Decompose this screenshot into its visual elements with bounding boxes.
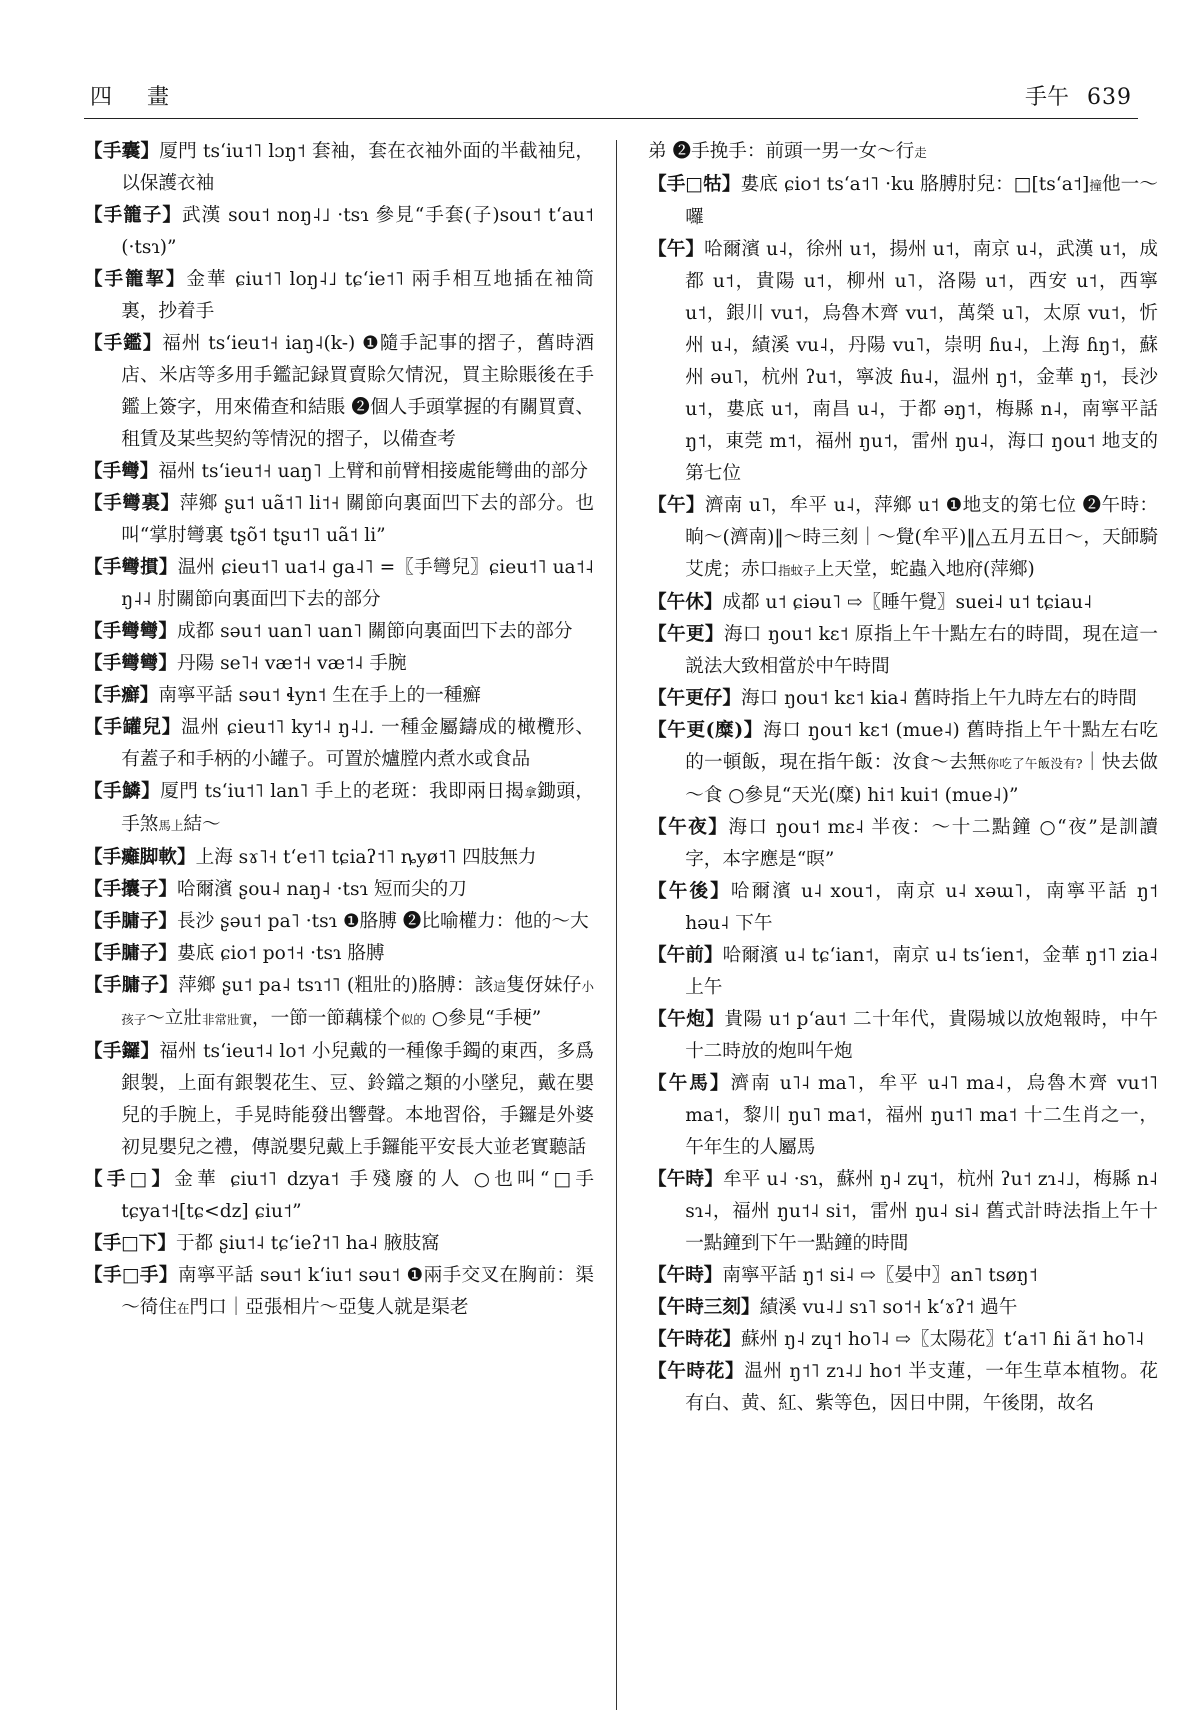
entry-headword: 【手癬】 bbox=[84, 685, 159, 706]
dictionary-entry bbox=[648, 876, 1158, 940]
entry-headword: 【午休】 bbox=[648, 592, 723, 613]
dictionary-entry bbox=[648, 1324, 1158, 1356]
entry-definition: 海口 ŋou˦ mɛ˨ 半夜：～十二點鐘 ○“夜”是訓讀字，本字應是“暝” bbox=[685, 817, 1158, 870]
entry-gloss-note: 似的 bbox=[400, 1012, 426, 1027]
entry-definition: 福州 tsʻieu˦˧ uaŋ˥ 上臂和前臂相接處能彎曲的部分 bbox=[158, 461, 589, 482]
entry-definition: 弟 ❷手挽手：前頭一男一女～行 bbox=[648, 141, 915, 162]
entry-headword: 【午時花】 bbox=[648, 1361, 745, 1382]
dictionary-entry bbox=[84, 552, 594, 616]
dictionary-entry bbox=[648, 234, 1158, 490]
entry-definition: 厦門 tsʻiu˦˥ lɔŋ˦ 套袖，套在衣袖外面的半截袖兒，以保護衣袖 bbox=[121, 141, 594, 194]
dictionary-entry bbox=[84, 328, 594, 456]
entry-headword: 【手彎裏】 bbox=[84, 493, 180, 514]
dictionary-entry bbox=[84, 1228, 594, 1260]
dictionary-entry bbox=[648, 1260, 1158, 1292]
entry-headword: 【手囊】 bbox=[84, 141, 160, 162]
entry-gloss-note: 在 bbox=[176, 1301, 190, 1316]
entry-definition: 南寧平話 səu˦ kʻiu˦ səu˦ ❶兩手交叉在胸前：渠～徛住 bbox=[121, 1265, 594, 1318]
dictionary-entry bbox=[84, 938, 594, 970]
right-column bbox=[648, 136, 1158, 1716]
entry-definition: 海口 ŋou˦ kɛ˦ kia˨ 舊時指上午九時左右的時間 bbox=[740, 688, 1137, 709]
entry-definition: 哈爾濱 ʂou˨ naŋ˨ ·tsɿ 短而尖的刀 bbox=[176, 879, 467, 900]
dictionary-entry bbox=[84, 648, 594, 680]
column-divider bbox=[616, 140, 617, 1710]
entry-gloss-note: 走 bbox=[914, 145, 927, 160]
entry-definition: 哈爾濱 u˨ xou˦，南京 u˨ xəɯ˥，南寧平話 ŋ˦ həu˨ 下午 bbox=[685, 881, 1158, 934]
entry-definition: 貴陽 u˦ pʻau˦ 二十年代，貴陽城以放炮報時，中午十二時放的炮叫午炮 bbox=[685, 1009, 1158, 1062]
entry-gloss-note: 撞 bbox=[1089, 178, 1102, 193]
dictionary-entry bbox=[84, 616, 594, 648]
dictionary-entry bbox=[648, 1356, 1158, 1420]
entry-definition: 福州 tsʻieu˦˧ iaŋ˨(k-) ❶隨手記事的摺子，舊時酒店、米店等多用手鑑記録買賣賒欠情況，買主賒賬後在手鑑上簽字，用來備查和結賬 ❷個人手頭掌握的有關買賣、租賃及某些契約等情況的摺子，以備查考 bbox=[121, 333, 594, 450]
entry-definition: 成都 u˦ ɕiəu˥ ⇨〖睡午覺〗suei˨ u˦ tɕiau˨ bbox=[722, 592, 1093, 613]
dictionary-entry bbox=[648, 1004, 1158, 1068]
left-column bbox=[84, 136, 594, 1716]
entry-gloss-note: 指蚊子 bbox=[778, 563, 816, 578]
entry-gloss-note: 非常壯實 bbox=[202, 1012, 253, 1027]
entry-gloss-note: 小孩子 bbox=[121, 979, 594, 1027]
entry-headword: 【手彎】 bbox=[84, 461, 159, 482]
dictionary-entry bbox=[84, 712, 594, 776]
entry-definition: 福州 tsʻieu˦˨ lo˦ 小兒戴的一種像手鐲的東西，多爲銀製，上面有銀製花生、豆、鈴鐺之類的小墜兒，戴在嬰兒的手腕上，手晃時能發出響聲。本地習俗，手鑼是外婆初見嬰兒之禮，傳説嬰兒戴上手鑼能平安長大並老實聽話 bbox=[121, 1041, 594, 1158]
dictionary-entry bbox=[648, 136, 1158, 169]
entry-definition: 濟南 u˥，牟平 u˨，萍鄉 u˦ ❶地支的第七位 ❷午時：晌～(濟南)‖～時三刻｜～覺(牟平)‖△五月五日～，天師騎艾虎；赤口 bbox=[685, 495, 1158, 580]
page-header bbox=[84, 78, 1138, 119]
dictionary-entry bbox=[648, 619, 1158, 683]
dictionary-entry bbox=[84, 488, 594, 552]
entry-gloss-note: 馬上 bbox=[158, 818, 184, 833]
entry-definition: 哈爾濱 u˨ tɕʻian˦，南京 u˨ tsʻien˦，金華 ŋ˦˥ zia˨ 上午 bbox=[685, 945, 1158, 998]
entry-headword: 【手鱗】 bbox=[84, 781, 161, 802]
entry-definition: 南寧平話 ŋ˦ si˨ ⇨〖晏中〗an˥ tsøŋ˦ bbox=[722, 1265, 1038, 1286]
entry-definition: 丹陽 se˥˧ væ˦˧ væ˦˨ 手腕 bbox=[176, 653, 407, 674]
entry-definition: ○參見“手梗” bbox=[425, 1008, 542, 1029]
dictionary-entry bbox=[84, 200, 594, 264]
entry-headword: 【手罐兒】 bbox=[84, 717, 182, 738]
entry-definition: 哈爾濱 u˨，徐州 u˦，揚州 u˦，南京 u˨，武漢 u˦，成都 u˦，貴陽 u˦，柳州 u˥，洛陽 u˦，西安 u˦，西寧 u˦，銀川 vu˦，烏魯木齊 vu˦，萬榮 u˥，太原 vu˦，忻州 u˨，績溪 vu˨，丹陽 vu˥，崇明 ɦu˨，上海 ɦŋ˦，蘇州 əu˥，杭州 ʔu˦，寧波 ɦu˨，温州 ŋ˦，金華 ŋ˦，長沙 u˦，婁底 u˦，南昌 u˨，于都 əŋ˦，梅縣 n˨，南寧平話 ŋ˦，東莞 m˦，福州 ŋu˦，雷州 ŋu˨，海口 ŋou˦ 地支的第七位 bbox=[685, 239, 1158, 484]
dictionary-entry bbox=[648, 169, 1158, 234]
entry-definition: 門口｜亞張相片～亞隻人就是渠老 bbox=[189, 1297, 469, 1318]
entry-definition: 結～ bbox=[183, 814, 221, 835]
entry-headword: 【手□】 bbox=[84, 1169, 175, 1190]
entry-definition: 海口 ŋou˦ kɛ˦ (mue˨) 舊時指上午十點左右吃的一頓飯，現在指午飯：汝食～去無 bbox=[685, 720, 1158, 773]
entry-definition: 温州 ɕieu˦˥ ua˦˨ ga˨˥ =〖手彎兒〗ɕieu˦˥ ua˦˨ ŋ˨˨ 肘關節向裏面凹下去的部分 bbox=[121, 557, 594, 610]
entry-definition: 蘇州 ŋ˨ zɥ˦ ho˥˨ ⇨〖太陽花〗tʻa˦˥ ɦi ã˦ ho˥˨ bbox=[740, 1329, 1145, 1350]
dictionary-entry bbox=[84, 1164, 594, 1228]
entry-definition: 于都 ʂiu˦˨ tɕʻieʔ˦˥ ha˨ 腋肢窩 bbox=[175, 1233, 440, 1254]
entry-definition: 績溪 vu˨˩ sɿ˥ so˦˧ kʻɤʔ˦ 過午 bbox=[759, 1297, 1018, 1318]
entry-gloss-note: 這 bbox=[493, 979, 507, 994]
entry-headword: 【手鑑】 bbox=[84, 333, 163, 354]
entry-definition: 婁底 ɕio˦ tsʻa˦˥ ·ku 胳膊肘兒：□[tsʻa˦] bbox=[740, 174, 1090, 195]
entry-headword: 【午時】 bbox=[648, 1169, 723, 1190]
entry-headword: 【午時三刻】 bbox=[648, 1297, 760, 1318]
entry-definition: ～立壯 bbox=[146, 1008, 202, 1029]
entry-headword: 【午】 bbox=[648, 495, 705, 516]
entry-headword: 【手彎摜】 bbox=[84, 557, 178, 578]
page-number: 639 bbox=[1087, 85, 1132, 110]
entry-definition: 南寧平話 səu˦ ɬyn˦ 生在手上的一種癬 bbox=[158, 685, 482, 706]
entry-definition: 海口 ŋou˦ kɛ˦ 原指上午十點左右的時間，現在這一説法大致相當於中午時間 bbox=[685, 624, 1158, 677]
entry-headword: 【手攮子】 bbox=[84, 879, 177, 900]
entry-headword: 【午炮】 bbox=[648, 1009, 725, 1030]
entry-headword: 【手籠挈】 bbox=[84, 269, 187, 290]
entry-headword: 【午馬】 bbox=[648, 1073, 731, 1094]
dictionary-entry bbox=[84, 456, 594, 488]
dictionary-entry bbox=[648, 490, 1158, 587]
entry-headword: 【手𦟛子】 bbox=[84, 911, 177, 932]
entry-headword: 【午時】 bbox=[648, 1265, 723, 1286]
entry-definition: 他一～囉 bbox=[685, 174, 1158, 228]
entry-definition: 上海 sɤ˥˧ tʻe˦˥ tɕiaʔ˦˥ ȵyø˦˥ 四肢無力 bbox=[195, 847, 537, 868]
dictionary-entry bbox=[84, 264, 594, 328]
entry-definition: 萍鄉 ʂu˦ pa˨ tsɿ˦˥ (粗壯的)胳膊：該 bbox=[178, 975, 494, 996]
entry-definition: 隻伢妹仔 bbox=[506, 975, 582, 996]
section-title: 四 畫 bbox=[90, 85, 183, 110]
entry-definition: 牟平 u˨ ·sɿ，蘇州 ŋ˨ zɥ˦，杭州 ʔu˦ zɿ˨˩，梅縣 n˨ sɿ˨，福州 ŋu˦˨ si˦，雷州 ŋu˨ si˨ 舊式計時法指上午十一點鐘到下午一點鐘的時間 bbox=[685, 1169, 1158, 1254]
dictionary-entry bbox=[648, 1292, 1158, 1324]
dictionary-entry bbox=[84, 776, 594, 842]
entry-headword: 【手鑼】 bbox=[84, 1041, 160, 1062]
entry-headword: 【手𦟛子】 bbox=[84, 975, 179, 996]
entry-headword: 【手彎彎】 bbox=[84, 653, 177, 674]
entry-headword: 【午】 bbox=[648, 239, 705, 260]
entry-definition: 成都 səu˦ uan˥ uan˥ 關節向裏面凹下去的部分 bbox=[176, 621, 573, 642]
entry-gloss-note: 拿 bbox=[524, 785, 538, 800]
dictionary-entry bbox=[84, 970, 594, 1036]
entry-definition: 萍鄉 ʂu˦ uã˦˥ li˦˧ 關節向裏面凹下去的部分。也叫“掌肘彎裏 tʂõ˦ tʂu˦˥ uã˦ li” bbox=[121, 493, 594, 546]
dictionary-entry bbox=[84, 680, 594, 712]
entry-headword: 【午時花】 bbox=[648, 1329, 741, 1350]
entry-headword: 【午夜】 bbox=[648, 817, 729, 838]
entry-headword: 【手□牯】 bbox=[648, 174, 741, 195]
entry-definition: 武漢 sou˦ noŋ˨˩ ·tsɿ 參見“手套(子)sou˦ tʻau˦ (·tsɿ)” bbox=[121, 205, 594, 258]
entry-headword: 【手□手】 bbox=[84, 1265, 178, 1286]
entry-definition: 鋤頭，手煞 bbox=[121, 781, 594, 835]
entry-definition: ，一節一節藕樣个 bbox=[252, 1008, 401, 1029]
entry-headword: 【午後】 bbox=[648, 881, 731, 902]
entry-definition: ｜快去做～食 ○參見“天光(糜) hi˦ kui˦ (mue˨)” bbox=[685, 752, 1158, 806]
header-right bbox=[1025, 80, 1132, 111]
header-chars: 手午 bbox=[1024, 85, 1069, 110]
dictionary-entry bbox=[648, 683, 1158, 715]
dictionary-entry bbox=[648, 587, 1158, 619]
dictionary-entry bbox=[84, 906, 594, 938]
dictionary-entry bbox=[648, 1068, 1158, 1164]
dictionary-entry bbox=[84, 842, 594, 874]
dictionary-entry bbox=[84, 136, 594, 200]
dictionary-entry bbox=[648, 940, 1158, 1004]
entry-definition: 濟南 u˥˨ ma˥，牟平 u˨˥ ma˨，烏魯木齊 vu˦˥ ma˦，黎川 ŋu˥ ma˦，福州 ŋu˦˥ ma˦ 十二生肖之一，午年生的人屬馬 bbox=[685, 1073, 1158, 1158]
entry-headword: 【午更】 bbox=[648, 624, 724, 645]
dictionary-entry bbox=[648, 812, 1158, 876]
dictionary-entry bbox=[84, 1036, 594, 1164]
dictionary-entry bbox=[648, 715, 1158, 812]
dictionary-entry bbox=[84, 1260, 594, 1325]
dictionary-entry bbox=[84, 874, 594, 906]
entry-headword: 【手𦟛子】 bbox=[84, 943, 177, 964]
entry-headword: 【手□下】 bbox=[84, 1233, 176, 1254]
entry-definition: 上天堂，蛇蟲入地府(萍鄉) bbox=[815, 559, 1035, 580]
entry-definition: 温州 ɕieu˦˥ ky˦˨ ŋ˨˩. 一種金屬鑄成的橄欖形、有蓋子和手柄的小罐子。可置於爐膛内煮水或食品 bbox=[121, 717, 594, 770]
entry-definition: 金華 ɕiu˦˥ dzya˦ 手殘廢的人 ○也叫“□手 tɕya˦˧[tɕ<dz] ɕiu˦” bbox=[121, 1169, 594, 1222]
entry-headword: 【午前】 bbox=[648, 945, 723, 966]
entry-headword: 【午更仔】 bbox=[648, 688, 741, 709]
entry-definition: 婁底 ɕio˦ po˦˧ ·tsɿ 胳膊 bbox=[176, 943, 385, 964]
entry-headword: 【手癱脚軟】 bbox=[84, 847, 196, 868]
entry-headword: 【手籠子】 bbox=[84, 205, 182, 226]
entry-headword: 【午更(糜)】 bbox=[648, 720, 764, 741]
entry-definition: 金華 ɕiu˦˥ loŋ˨˩ tɕʻie˦˥ 兩手相互地插在袖筒裏，抄着手 bbox=[121, 269, 594, 322]
entry-headword: 【手彎彎】 bbox=[84, 621, 177, 642]
entry-definition: 長沙 ʂəu˦ pa˥ ·tsɿ ❶胳膊 ❷比喻權力：他的～大 bbox=[176, 911, 589, 932]
entry-gloss-note: 你吃了午飯没有? bbox=[986, 756, 1083, 771]
entry-definition: 厦門 tsʻiu˦˥ lan˥ 手上的老斑：我即兩日揭 bbox=[160, 781, 525, 802]
dictionary-entry bbox=[648, 1164, 1158, 1260]
entry-definition: 温州 ŋ˦˥ zɿ˨˩ ho˦ 半支蓮，一年生草本植物。花有白、黄、紅、紫等色，因日中開，午後閉，故名 bbox=[685, 1361, 1158, 1414]
